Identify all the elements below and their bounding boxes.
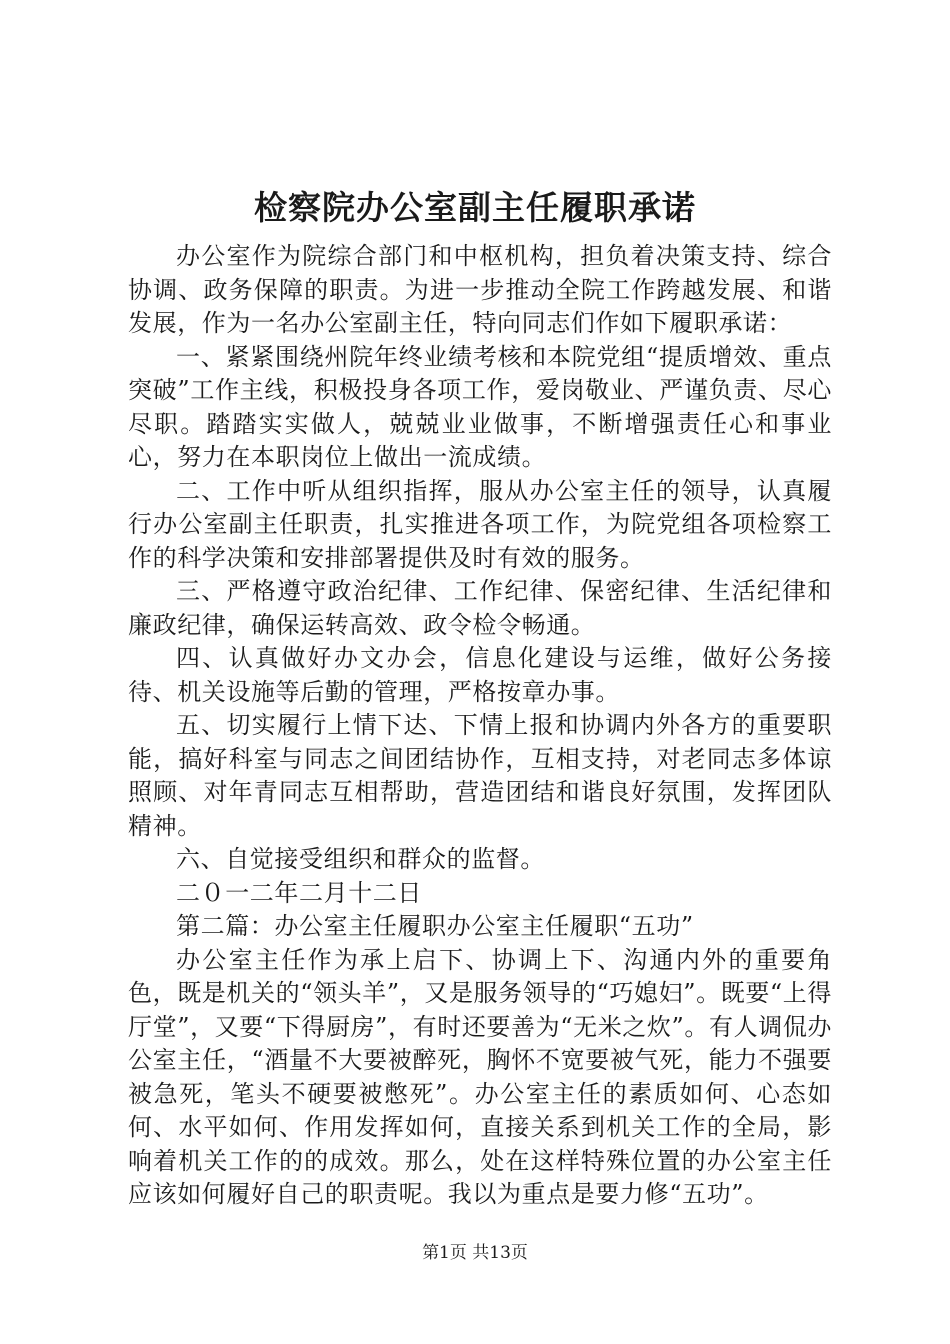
paragraph-section-body: 办公室主任作为承上启下、协调上下、沟通内外的重要角色，既是机关的“领头羊”，又是服务领导的“巧媳妇”。既要“上得厅堂”，又要“下得厨房”，有时还要善为“无米之炊”。有人调侃办公室主任，“酒量不大要被醉死，胸怀不宽要被气死，能力不强要被急死，笔头不硬要被憋死”。办公室主任的素质如何、心态如何、水平如何、作用发挥如何，直接关系到机关工作的全局，影响着机关工作的的成效。那么，处在这样特殊位置的办公室主任应该如何履好自己的职责呢。我以为重点是要力修“五功”。 xyxy=(128,945,832,1208)
paragraph-date: 二０一二年二月十二日 xyxy=(176,878,422,907)
paragraph-item-3: 三、严格遵守政治纪律、工作纪律、保密纪律、生活纪律和廉政纪律，确保运转高效、政令检令畅通。 xyxy=(128,577,832,639)
document-body xyxy=(128,240,832,1212)
paragraph-item-1: 一、紧紧围绕州院年终业绩考核和本院党组“提质增效、重点突破”工作主线，积极投身各项工作，爱岗敬业、严谨负责、尽心尽职。踏踏实实做人，兢兢业业做事，不断增强责任心和事业心，努力在本职岗位上做出一流成绩。 xyxy=(128,342,832,471)
document-title: 检察院办公室副主任履职承诺 xyxy=(254,188,696,227)
paragraph-section-heading: 第二篇：办公室主任履职办公室主任履职“五功” xyxy=(176,912,694,940)
paragraph-item-2: 二、工作中听从组织指挥，服从办公室主任的领导，认真履行办公室副主任职责，扎实推进各项工作，为院党组各项检察工作的科学决策和安排部署提供及时有效的服务。 xyxy=(128,476,832,572)
paragraph-item-5: 五、切实履行上情下达、下情上报和协调内外各方的重要职能，搞好科室与同志之间团结协作，互相支持，对老同志多体谅照顾、对年青同志互相帮助，营造团结和谐良好氛围，发挥团队精神。 xyxy=(128,711,832,840)
paragraph-item-4: 四、认真做好办文办会，信息化建设与运维，做好公务接待、机关设施等后勤的管理，严格按章办事。 xyxy=(128,644,832,706)
paragraph-intro: 办公室作为院综合部门和中枢机构，担负着决策支持、综合协调、政务保障的职责。为进一步推动全院工作跨越发展、和谐发展，作为一名办公室副主任，特向同志们作如下履职承诺： xyxy=(128,242,832,337)
page-number-footer: 第1页 共13页 xyxy=(422,1243,528,1263)
paragraph-item-6: 六、自觉接受组织和群众的监督。 xyxy=(176,845,545,873)
